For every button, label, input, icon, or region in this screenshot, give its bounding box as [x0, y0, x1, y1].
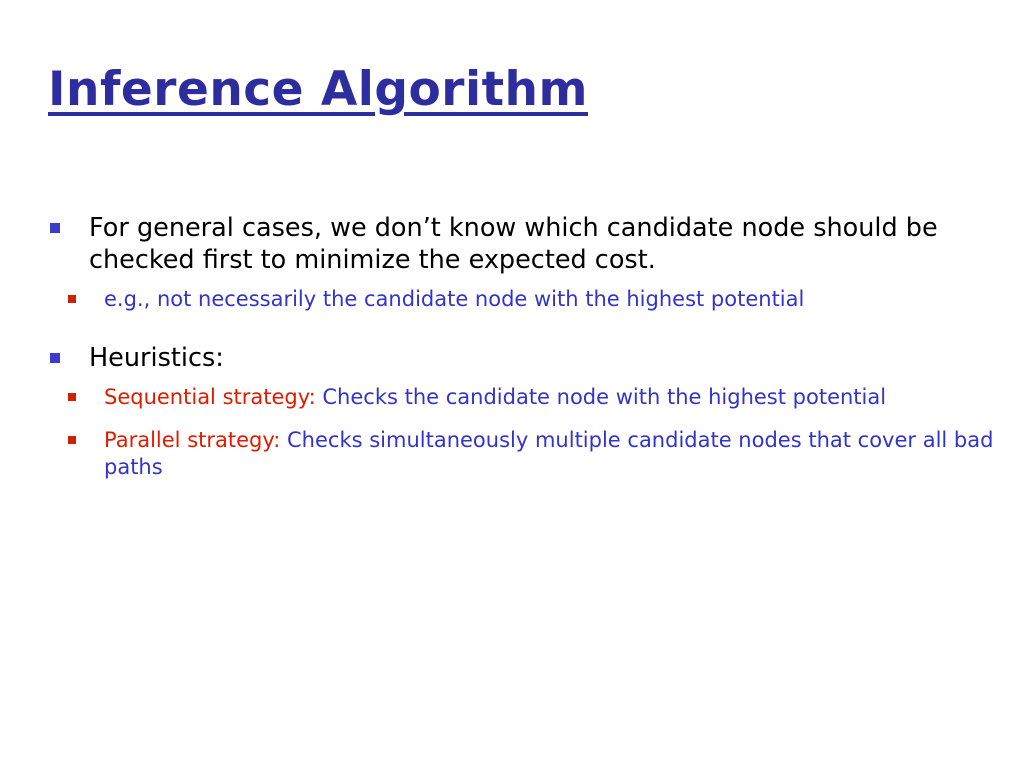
- list-item: [44, 342, 1004, 374]
- strategy-label: Parallel strategy:: [104, 427, 281, 452]
- list-item-text: Heuristics:: [89, 342, 224, 373]
- list-item-text: For general cases, we don’t know which candidate node should be checked first to minimize the expected cost.: [89, 213, 938, 276]
- square-bullet-icon: [68, 295, 76, 303]
- strategy-label: Sequential strategy:: [104, 384, 316, 409]
- list-item-text: Checks simultaneously multiple candidate nodes that cover all bad paths: [104, 427, 994, 480]
- list-item-text: Checks the candidate node with the highest potential: [315, 384, 887, 409]
- spacer: [44, 316, 1004, 342]
- list-item: [44, 286, 1004, 313]
- list-item: [44, 212, 1004, 276]
- spacer: [44, 413, 1004, 417]
- square-bullet-icon: [50, 223, 60, 233]
- square-bullet-icon: [68, 436, 76, 444]
- slide-body: [44, 212, 1004, 484]
- list-item-text: e.g., not necessarily the candidate node with the highest potential: [104, 287, 805, 312]
- list-item: [44, 427, 1004, 482]
- square-bullet-icon: [50, 353, 60, 363]
- page-title: Inference Algorithm: [48, 62, 588, 117]
- list-item: [44, 384, 1004, 411]
- square-bullet-icon: [68, 393, 76, 401]
